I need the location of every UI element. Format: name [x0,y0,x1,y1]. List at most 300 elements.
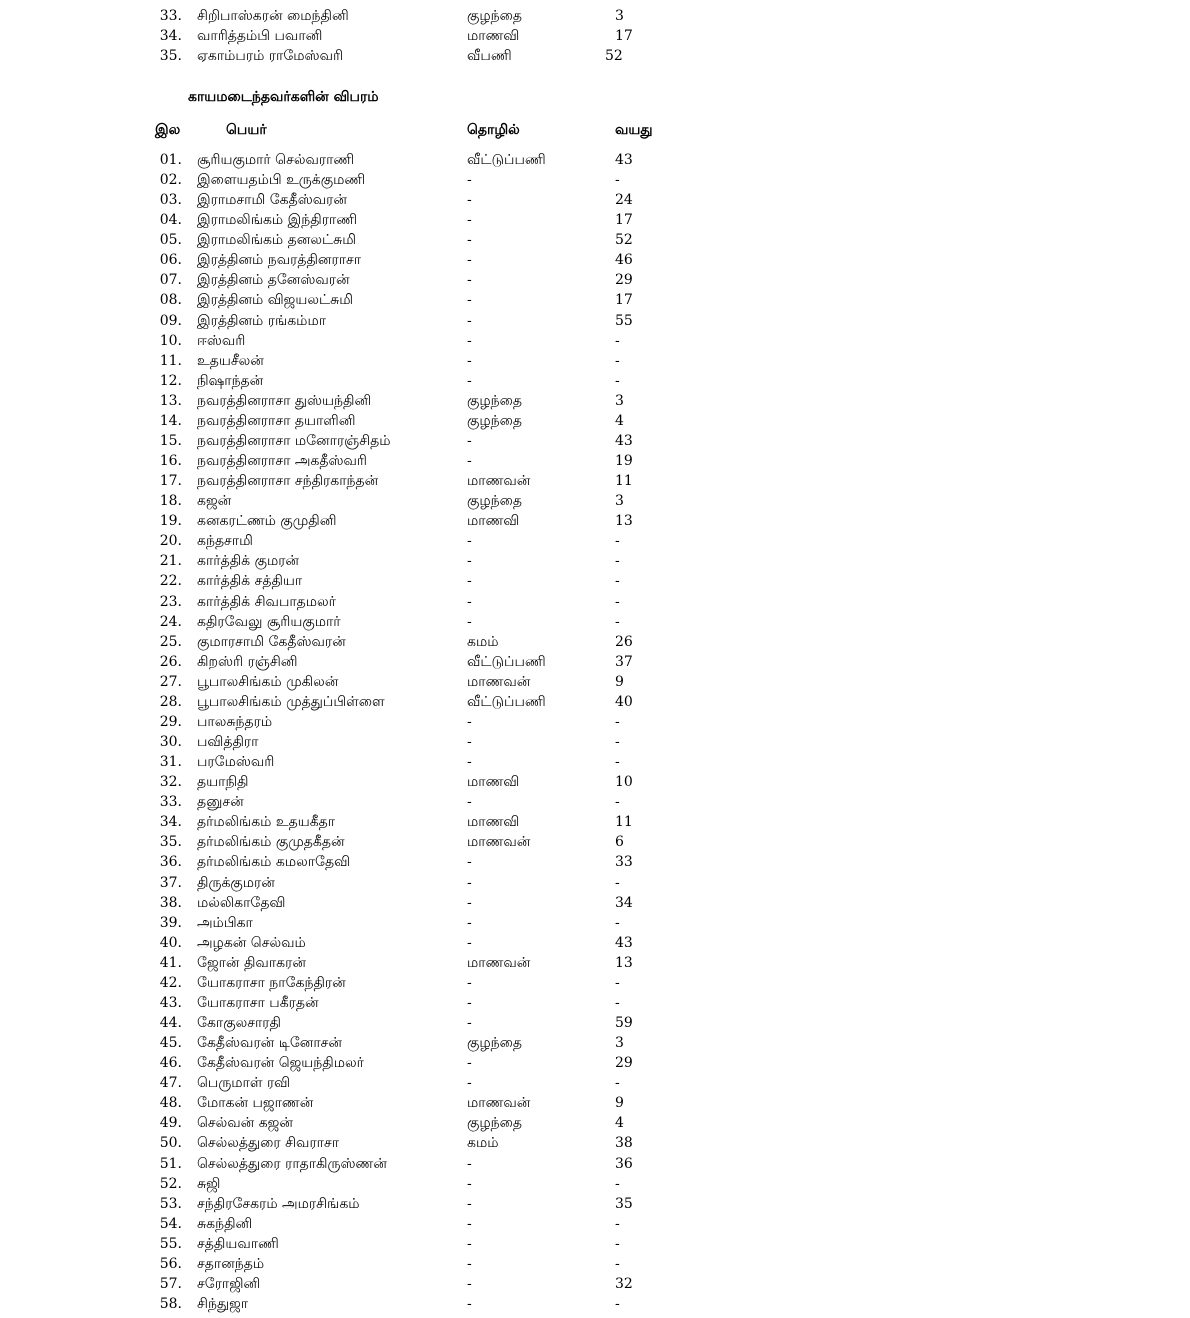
row-age: - [615,914,620,931]
row-occupation: வீட்டுப்பணி [467,152,546,168]
row-occupation: - [467,453,472,470]
row-number: 26. [159,653,182,670]
row-occupation: - [467,553,472,570]
row-name: கோகுலசாரதி [197,1015,281,1031]
row-number: 21. [159,553,182,570]
table-row [0,852,700,872]
row-name: கனகரட்ணம் குமுதினி [197,513,337,530]
row-name: கார்த்திக் குமரன் [197,553,300,570]
table-row [0,1033,700,1053]
row-age: 29 [615,272,633,289]
table-row [0,471,700,491]
row-number: 51. [159,1155,182,1172]
row-occupation: - [467,172,472,189]
row-number: 29. [159,713,182,730]
row-number: 41. [159,954,182,971]
row-age: - [615,352,620,369]
row-name: இரத்தினம் ரங்கம்மா [197,312,327,329]
table-row [0,331,700,351]
row-occupation: - [467,212,472,229]
row-age: - [615,1075,620,1092]
row-age: - [615,593,620,610]
row-number: 52. [159,1175,182,1192]
row-name: பாலசுந்தரம் [197,713,273,730]
row-number: 27. [159,673,182,690]
row-number: 17. [159,473,182,490]
table-row [0,6,700,26]
row-age: 34 [615,894,633,911]
row-occupation: கமம் [467,1135,499,1152]
row-occupation: குழந்தை [467,1115,522,1132]
row-occupation: - [467,1055,472,1072]
header-age: வயது [615,122,653,138]
row-occupation: - [467,734,472,751]
row-name: இரத்தினம் நவரத்தினராசா [197,252,362,269]
row-age: - [615,734,620,751]
table-row [0,1214,700,1234]
row-name: தர்மலிங்கம் கமலாதேவி [197,854,351,871]
table-row [0,1174,700,1194]
row-name: சூரியகுமார் செல்வராணி [197,152,355,168]
row-occupation: - [467,934,472,951]
row-occupation: மாணவன் [467,1095,531,1112]
row-number: 13. [159,392,182,409]
row-name: நவரத்தினராசா தயாளினி [197,412,356,429]
row-number: 55. [159,1235,182,1252]
table-row [0,672,700,692]
row-name: உதயசீலன் [197,352,264,369]
row-name: பரமேஸ்வரி [197,754,275,771]
row-age: 11 [615,814,633,831]
row-occupation: - [467,1255,472,1272]
row-occupation: - [467,232,472,249]
row-number: 46. [159,1055,182,1072]
table-row [0,46,700,66]
table-row [0,190,700,210]
row-age: 26 [615,633,633,650]
row-number: 08. [159,292,182,309]
row-name: சுஜி [197,1175,221,1192]
row-name: இரத்தினம் விஜயலட்சுமி [197,292,354,309]
row-name: செல்லத்துரை சிவராசா [197,1135,340,1152]
table-row [0,953,700,973]
row-age: - [615,1255,620,1272]
table-row [0,451,700,471]
table-row [0,491,700,511]
row-age: 43 [615,432,633,449]
row-occupation: - [467,1195,472,1212]
row-occupation: - [467,372,472,389]
row-occupation: - [467,754,472,771]
table-row [0,571,700,591]
row-age: - [615,1235,620,1252]
row-number: 24. [159,613,182,630]
row-number: 58. [159,1295,182,1312]
row-age: 3 [615,8,624,24]
row-age: - [615,1215,620,1232]
row-occupation: குழந்தை [467,412,522,429]
row-name: தனுசன் [197,794,244,811]
row-occupation: - [467,1275,472,1292]
row-name: கார்த்திக் சத்தியா [197,573,303,590]
row-name: பெருமாள் ரவி [197,1075,291,1092]
row-age: - [615,573,620,590]
row-number: 02. [159,172,182,189]
table-row [0,1234,700,1254]
row-number: 30. [159,734,182,751]
row-number: 05. [159,232,182,249]
row-number: 15. [159,432,182,449]
row-occupation: குழந்தை [467,493,522,510]
row-age: - [615,533,620,550]
row-age: 3 [615,1035,624,1052]
row-name: தர்மலிங்கம் உதயகீதா [197,814,336,831]
row-age: 11 [615,473,633,490]
row-age: 17 [615,212,633,229]
table-row [0,1073,700,1093]
row-occupation: குழந்தை [467,1035,522,1052]
row-occupation: - [467,794,472,811]
row-age: 19 [615,453,633,470]
row-number: 40. [159,934,182,951]
table-row [0,893,700,913]
row-number: 28. [159,693,182,710]
row-number: 32. [159,774,182,791]
row-age: 33 [615,854,633,871]
row-occupation: - [467,352,472,369]
row-age: - [615,1295,620,1312]
row-age: 38 [615,1135,633,1152]
row-number: 03. [159,192,182,209]
row-occupation: - [467,312,472,329]
row-name: கதிரவேலு சூரியகுமார் [197,613,341,630]
table-row [0,551,700,571]
row-age: 52 [605,48,623,65]
row-occupation: வீட்டுப்பணி [467,693,546,710]
row-occupation: மாணவன் [467,473,531,490]
row-name: கிறஸ்ரி ரஞ்சினி [197,653,298,670]
row-occupation: - [467,533,472,550]
table-row [0,692,700,712]
header-occupation: தொழில் [467,122,520,138]
row-name: நவரத்தினராசா அகதீஸ்வரி [197,453,367,470]
row-age: 6 [615,834,624,851]
row-age: 13 [615,513,633,530]
table-row [0,973,700,993]
row-age: - [615,713,620,730]
row-age: - [615,994,620,1011]
table-row [0,1133,700,1153]
row-occupation: - [467,1015,472,1031]
table-row [0,632,700,652]
row-occupation: மாணவி [467,513,520,530]
row-age: 32 [615,1275,633,1292]
row-name: சதானந்தம் [197,1255,265,1272]
row-age: 13 [615,954,633,971]
row-name: செல்லத்துரை ராதாகிருஸ்ணன் [197,1155,387,1172]
row-number: 22. [159,573,182,590]
table-row [0,210,700,230]
header-num: இல [155,122,181,138]
row-name: யோகராசா நாகேந்திரன் [197,974,346,991]
row-age: 40 [615,693,633,710]
row-age: 17 [615,292,633,309]
row-occupation: மாணவன் [467,954,531,971]
table-row [0,913,700,933]
row-number: 33. [159,794,182,811]
row-occupation: குழந்தை [467,392,522,409]
row-name: யோகராசா பகீரதன் [197,994,319,1011]
row-occupation: - [467,573,472,590]
table-row [0,431,700,451]
row-name: மோகன் பஜாணன் [197,1095,314,1112]
row-number: 49. [159,1115,182,1132]
row-name: சரோஜினி [197,1275,261,1292]
row-name: ஈஸ்வரி [197,332,246,349]
row-occupation: - [467,593,472,610]
table-row [0,290,700,310]
row-age: - [615,332,620,349]
row-name: குமாரசாமி கேதீஸ்வரன் [197,633,346,650]
row-number: 33. [159,8,182,24]
row-name: கந்தசாமி [197,533,253,550]
row-age: - [615,794,620,811]
row-number: 06. [159,252,182,269]
row-occupation: - [467,252,472,269]
row-age: 43 [615,934,633,951]
table-row [0,592,700,612]
row-occupation: மாணவன் [467,834,531,851]
row-number: 09. [159,312,182,329]
row-name: இராமலிங்கம் தனலட்சுமி [197,232,356,249]
row-number: 35. [159,48,182,65]
table-row [0,511,700,531]
row-number: 38. [159,894,182,911]
row-occupation: - [467,1155,472,1172]
row-number: 54. [159,1215,182,1232]
row-number: 18. [159,493,182,510]
table-row [0,531,700,551]
row-name: மல்லிகாதேவி [197,894,286,911]
table-row [0,993,700,1013]
table-row [0,873,700,893]
table-row [0,652,700,672]
row-name: பவித்திரா [197,734,259,751]
row-occupation: - [467,914,472,931]
row-age: 24 [615,192,633,209]
row-name: நவரத்தினராசா துஸ்யந்தினி [197,392,372,409]
row-name: இளையதம்பி உருக்குமணி [197,172,366,189]
row-age: - [615,1175,620,1192]
table-row [0,1194,700,1214]
table-row [0,712,700,732]
row-name: ஜோன் திவாகரன் [197,954,306,971]
row-name: சிந்துஜா [197,1295,249,1312]
row-number: 35. [159,834,182,851]
table-row [0,411,700,431]
row-age: 52 [615,232,633,249]
row-name: இராமலிங்கம் இந்திராணி [197,212,358,229]
row-occupation: - [467,1235,472,1252]
row-name: ஏகாம்பரம் ராமேஸ்வரி [197,48,344,65]
row-name: சிறிபாஸ்கரன் மைந்தினி [197,8,349,24]
table-row [0,1013,700,1033]
row-occupation: - [467,894,472,911]
row-age: - [615,172,620,189]
row-number: 34. [159,814,182,831]
row-name: நவரத்தினராசா மனோரஞ்சிதம் [197,432,391,449]
table-row [0,1113,700,1133]
row-occupation: - [467,713,472,730]
row-name: இராமசாமி கேதீஸ்வரன் [197,192,347,209]
row-name: பூபாலசிங்கம் முத்துப்பிள்ளை [197,693,385,710]
table-row [0,812,700,832]
row-number: 31. [159,754,182,771]
row-occupation: - [467,432,472,449]
row-number: 07. [159,272,182,289]
table-row [0,371,700,391]
row-name: சந்திரசேகரம் அமரசிங்கம் [197,1195,360,1212]
row-name: கார்த்திக் சிவபாதமலர் [197,593,336,610]
table-row [0,311,700,331]
row-occupation: மாணவி [467,774,520,791]
row-number: 44. [159,1015,182,1031]
row-age: 59 [615,1015,633,1031]
row-age: - [615,974,620,991]
row-number: 12. [159,372,182,389]
row-occupation: வீட்டுப்பணி [467,653,546,670]
table-row [0,832,700,852]
row-occupation: - [467,994,472,1011]
row-number: 50. [159,1135,182,1152]
row-name: தயாநிதி [197,774,249,791]
row-name: கேதீஸ்வரன் டினோசன் [197,1035,343,1052]
row-age: 46 [615,252,633,269]
row-age: 37 [615,653,633,670]
row-occupation: - [467,974,472,991]
table-row [0,1254,700,1274]
row-occupation: - [467,292,472,309]
row-number: 39. [159,914,182,931]
table-row [0,1093,700,1113]
row-number: 37. [159,874,182,891]
row-name: சத்தியவாணி [197,1235,279,1252]
table-row [0,772,700,792]
row-number: 19. [159,513,182,530]
row-occupation: குழந்தை [467,8,522,24]
row-number: 36. [159,854,182,871]
row-age: 3 [615,392,624,409]
row-age: 4 [615,412,624,429]
row-age: - [615,754,620,771]
row-occupation: - [467,332,472,349]
row-number: 42. [159,974,182,991]
header-name: பெயர் [226,122,267,138]
table-row [0,752,700,772]
row-name: சுகந்தினி [197,1215,253,1232]
row-name: தர்மலிங்கம் குமுதகீதன் [197,834,345,851]
row-age: 55 [615,312,633,329]
row-name: அழகன் செல்வம் [197,934,306,951]
row-number: 48. [159,1095,182,1112]
row-name: வாரித்தம்பி பவானி [197,28,323,45]
table-row [0,732,700,752]
row-number: 47. [159,1075,182,1092]
row-age: - [615,553,620,570]
row-age: 4 [615,1115,624,1132]
table-row [0,933,700,953]
row-age: 3 [615,493,624,510]
row-number: 43. [159,994,182,1011]
row-age: 9 [615,1095,624,1112]
table-row [0,1053,700,1073]
row-age: 17 [615,28,633,45]
row-number: 45. [159,1035,182,1052]
row-occupation: - [467,613,472,630]
section-title: காயமடைந்தவர்களின் விபரம் [188,89,379,105]
row-age: - [615,372,620,389]
table-row [0,1294,700,1314]
row-number: 56. [159,1255,182,1272]
row-age: 10 [615,774,633,791]
table-row [0,270,700,290]
row-number: 57. [159,1275,182,1292]
row-number: 16. [159,453,182,470]
row-number: 14. [159,412,182,429]
table-row [0,26,700,46]
table-row [0,150,700,170]
row-number: 34. [159,28,182,45]
row-occupation: - [467,1175,472,1192]
table-row [0,250,700,270]
table-row [0,230,700,250]
row-occupation: - [467,1075,472,1092]
row-age: 9 [615,673,624,690]
row-name: திருக்குமரன் [197,874,275,891]
row-occupation: - [467,1215,472,1232]
row-name: செல்வன் கஜன் [197,1115,293,1132]
table-row [0,1154,700,1174]
row-name: கஜன் [197,493,232,510]
row-age: 35 [615,1195,633,1212]
row-occupation: - [467,854,472,871]
row-age: 29 [615,1055,633,1072]
row-number: 04. [159,212,182,229]
row-occupation: கமம் [467,633,499,650]
table-row [0,170,700,190]
row-occupation: - [467,874,472,891]
row-occupation: மாணவி [467,814,520,831]
row-name: கேதீஸ்வரன் ஜெயந்திமலர் [197,1055,364,1072]
row-number: 25. [159,633,182,650]
row-number: 11. [159,352,182,369]
table-row [0,351,700,371]
row-number: 20. [159,533,182,550]
table-row [0,612,700,632]
table-row [0,792,700,812]
row-occupation: மாணவி [467,28,520,45]
row-name: இரத்தினம் தனேஸ்வரன் [197,272,350,289]
row-occupation: - [467,192,472,209]
row-name: நிஷாந்தன் [197,372,264,389]
table-row [0,1274,700,1294]
row-age: - [615,874,620,891]
row-age: 43 [615,152,633,168]
row-number: 53. [159,1195,182,1212]
row-number: 23. [159,593,182,610]
row-name: அம்பிகா [197,914,253,931]
row-number: 01. [159,152,182,168]
